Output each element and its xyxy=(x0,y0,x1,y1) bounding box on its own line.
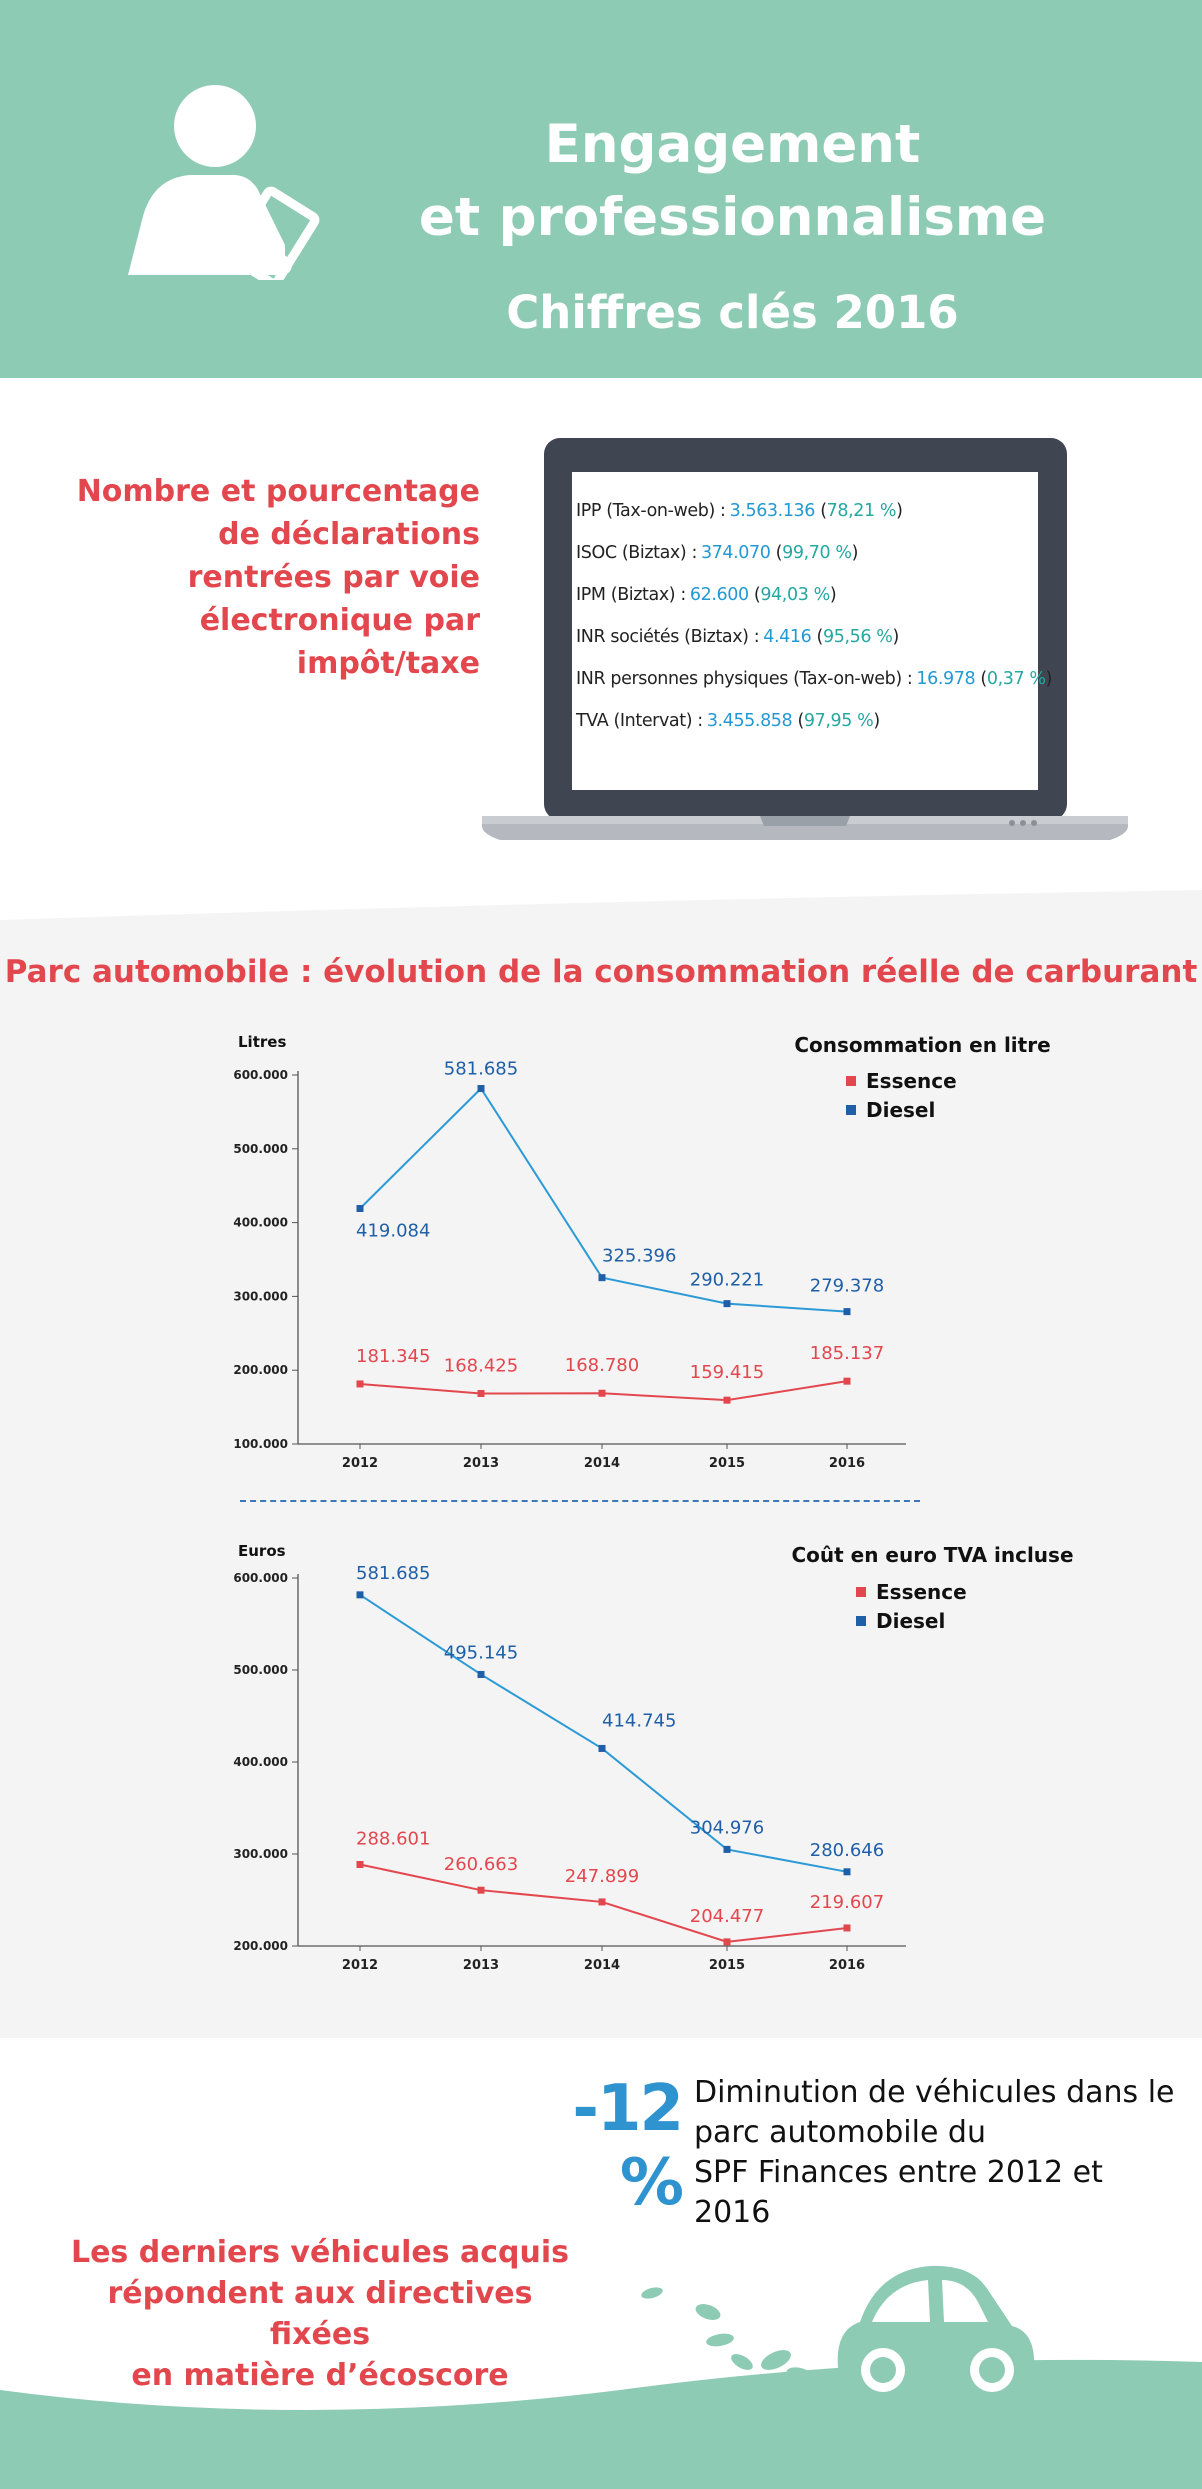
declaration-label: INR personnes physiques (Tax-on-web) : xyxy=(576,669,913,689)
declaration-label: IPM (Biztax) : xyxy=(576,585,686,605)
legend-label: Essence xyxy=(876,1580,967,1604)
data-label-diesel: 304.976 xyxy=(689,1817,765,1839)
declaration-value: 62.600 xyxy=(689,585,749,605)
y-tick-label: 400.000 xyxy=(233,1215,288,1230)
data-point-diesel xyxy=(478,1671,485,1678)
chart1-legend-title: Consommation en litre xyxy=(794,1033,1051,1057)
declaration-value: 3.455.858 xyxy=(706,711,793,731)
data-label-diesel: 325.396 xyxy=(602,1245,677,1267)
data-label-diesel: 414.745 xyxy=(602,1710,677,1732)
ecoscore-text-line: en matière d’écoscore xyxy=(131,2358,509,2393)
data-label-diesel: 581.685 xyxy=(443,1058,519,1080)
x-tick-label: 2013 xyxy=(462,1958,500,1973)
data-label-diesel: 290.221 xyxy=(689,1269,765,1291)
y-tick-label: 100.000 xyxy=(233,1437,288,1451)
declaration-percent: 99,70 % xyxy=(782,543,852,563)
declarations-heading-line: Nombre et pourcentage xyxy=(76,474,480,509)
data-point-diesel xyxy=(724,1846,731,1853)
declaration-value: 16.978 xyxy=(916,669,976,689)
declarations-heading-line: de déclarations xyxy=(218,517,480,552)
y-tick-label: 500.000 xyxy=(233,1141,288,1156)
declaration-label: INR sociétés (Biztax) : xyxy=(576,627,760,647)
data-point-essence xyxy=(478,1887,485,1894)
vehicles-decrease-stat: -12 % xyxy=(572,2072,682,2220)
y-tick-label: 600.000 xyxy=(233,1068,288,1082)
declaration-row: INR sociétés (Biztax) : 4.416 ( 95,56 % ) xyxy=(576,627,899,647)
declaration-label: IPP (Tax-on-web) : xyxy=(576,501,726,521)
x-tick-label: 2016 xyxy=(828,1456,866,1471)
data-point-essence xyxy=(599,1898,606,1905)
vehicles-text-line: parc automobile du xyxy=(694,2115,986,2150)
x-tick-label: 2012 xyxy=(341,1958,379,1973)
x-tick-label: 2015 xyxy=(708,1958,746,1973)
chart2-ylabel: Euros xyxy=(238,1542,286,1560)
data-label-diesel: 495.145 xyxy=(443,1642,519,1664)
data-label-essence: 181.345 xyxy=(356,1345,431,1367)
legend-label: Diesel xyxy=(876,1609,946,1633)
y-tick-label: 400.000 xyxy=(233,1755,288,1769)
declaration-percent: 0,37 % xyxy=(986,669,1046,689)
parc-title: Parc automobile : évolution de la consommation réelle de carburant xyxy=(4,954,1198,990)
y-tick-label: 200.000 xyxy=(233,1939,288,1953)
legend-label: Diesel xyxy=(866,1098,936,1122)
data-label-essence: 219.607 xyxy=(809,1891,885,1913)
page-subtitle: Chiffres clés 2016 xyxy=(506,286,959,339)
data-point-diesel xyxy=(599,1745,606,1752)
data-label-essence: 185.137 xyxy=(809,1343,885,1365)
y-tick-label: 300.000 xyxy=(233,1289,288,1304)
declaration-value: 3.563.136 xyxy=(729,501,816,521)
data-point-diesel xyxy=(844,1868,851,1875)
data-label-essence: 247.899 xyxy=(564,1865,640,1887)
declaration-row: TVA (Intervat) : 3.455.858 ( 97,95 % ) xyxy=(576,711,880,731)
y-tick-label: 500.000 xyxy=(233,1663,288,1677)
chart2-legend-title: Coût en euro TVA incluse xyxy=(791,1543,1074,1567)
data-label-diesel: 280.646 xyxy=(809,1839,885,1861)
vehicles-decrease-text xyxy=(694,2073,1184,2233)
declaration-row: IPP (Tax-on-web) : 3.563.136 ( 78,21 % ) xyxy=(576,501,903,521)
declaration-percent: 78,21 % xyxy=(826,501,897,521)
x-tick-label: 2014 xyxy=(583,1958,621,1973)
x-tick-label: 2014 xyxy=(583,1456,621,1471)
x-tick-label: 2015 xyxy=(708,1456,746,1471)
data-label-essence: 260.663 xyxy=(443,1854,519,1876)
data-label-essence: 168.425 xyxy=(443,1355,519,1377)
data-label-essence: 159.415 xyxy=(689,1362,765,1384)
page-title-line1: Engagement xyxy=(544,114,921,175)
data-label-essence: 204.477 xyxy=(689,1905,765,1927)
page-title-line2: et professionnalisme xyxy=(418,187,1047,248)
data-label-essence: 288.601 xyxy=(356,1828,431,1850)
declarations-heading-line: rentrées par voie xyxy=(187,560,480,595)
legend-label: Essence xyxy=(866,1069,957,1093)
declaration-label: TVA (Intervat) : xyxy=(576,711,703,731)
declaration-row: INR personnes physiques (Tax-on-web) : 16.978 ( 0,37 % ) xyxy=(576,669,1053,689)
vehicles-text-line: SPF Finances entre 2012 et 2016 xyxy=(694,2155,1103,2230)
chart1-ylabel: Litres xyxy=(238,1033,287,1051)
ecoscore-text xyxy=(60,2232,580,2396)
data-point-essence xyxy=(724,1938,731,1945)
declaration-percent: 95,56 % xyxy=(822,627,893,647)
data-label-diesel: 279.378 xyxy=(809,1275,885,1297)
ecoscore-text-line: répondent aux directives fixées xyxy=(107,2276,533,2352)
data-point-diesel xyxy=(357,1591,364,1598)
declaration-value: 4.416 xyxy=(763,627,812,647)
data-label-diesel: 419.084 xyxy=(356,1220,431,1242)
data-label-diesel: 581.685 xyxy=(356,1562,431,1584)
x-tick-label: 2012 xyxy=(341,1456,379,1471)
y-tick-label: 200.000 xyxy=(233,1363,288,1378)
data-point-essence xyxy=(844,1924,851,1931)
y-tick-label: 300.000 xyxy=(233,1847,288,1861)
x-tick-label: 2016 xyxy=(828,1958,866,1973)
x-tick-label: 2013 xyxy=(462,1456,500,1471)
data-label-essence: 168.780 xyxy=(564,1355,640,1377)
y-tick-label: 600.000 xyxy=(233,1571,288,1585)
declaration-row: ISOC (Biztax) : 374.070 ( 99,70 % ) xyxy=(576,543,859,563)
declaration-row: IPM (Biztax) : 62.600 ( 94,03 % ) xyxy=(576,585,837,605)
series-line-diesel xyxy=(360,1595,847,1872)
vehicles-text-line: Diminution de véhicules dans le xyxy=(694,2075,1175,2110)
declaration-percent: 97,95 % xyxy=(803,711,874,731)
data-point-essence xyxy=(357,1861,364,1868)
declaration-value: 374.070 xyxy=(700,543,771,563)
declaration-percent: 94,03 % xyxy=(760,585,830,605)
declarations-heading-line: électronique par impôt/taxe xyxy=(199,603,480,681)
declaration-label: ISOC (Biztax) : xyxy=(576,543,697,563)
ecoscore-text-line: Les derniers véhicules acquis xyxy=(70,2235,570,2270)
